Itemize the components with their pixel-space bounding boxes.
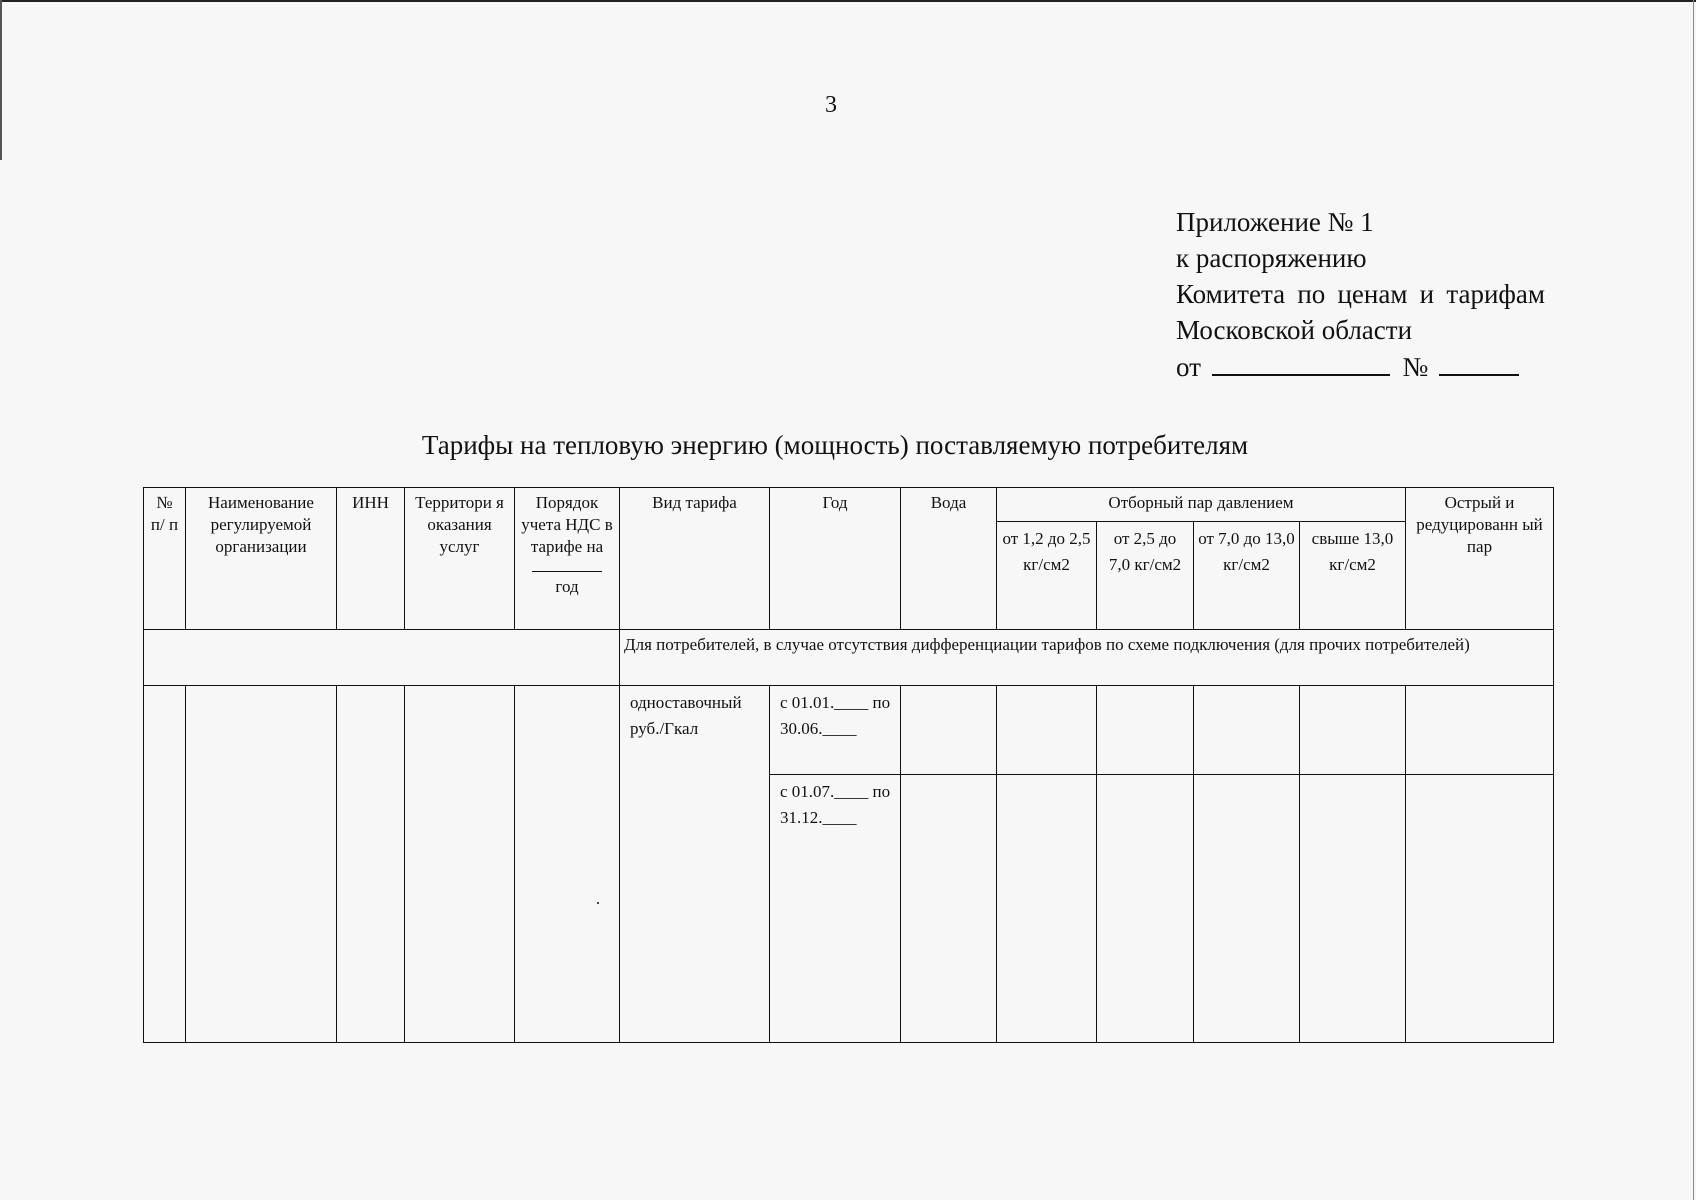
cell-steam-1	[997, 686, 1097, 775]
year-blank	[532, 561, 602, 572]
cell-sharp-steam	[1406, 775, 1554, 1043]
appendix-line-3	[1176, 276, 1545, 312]
header-steam-1: от 1,2 до 2,5 кг/см2	[997, 522, 1097, 630]
appendix-word: Комитета	[1176, 279, 1286, 309]
header-year: Год	[770, 488, 901, 630]
header-steam-4: свыше 13,0 кг/см2	[1300, 522, 1406, 630]
header-vat-bottom: год	[555, 577, 579, 596]
cell-inn	[337, 686, 405, 1043]
header-steam-group: Отборный пар давлением	[997, 488, 1406, 522]
date-blank	[1212, 348, 1390, 376]
appendix-word: и	[1419, 279, 1435, 309]
header-tariff-type: Вид тарифа	[620, 488, 770, 630]
number-blank	[1439, 348, 1519, 376]
cell-org	[186, 686, 337, 1043]
header-water: Вода	[901, 488, 997, 630]
header-inn: ИНН	[337, 488, 405, 630]
page-number: 3	[825, 92, 837, 118]
appendix-word: по	[1297, 279, 1326, 309]
header-steam-3: от 7,0 до 13,0 кг/см2	[1194, 522, 1300, 630]
page-edge-right	[1693, 0, 1694, 1200]
cell-steam-3	[1194, 686, 1300, 775]
period-1: с 01.01.____ по 30.06.____	[770, 686, 901, 775]
header-org: Наименование регулируемой организации	[186, 488, 337, 630]
header-steam-2: от 2,5 до 7,0 кг/см2	[1097, 522, 1194, 630]
cell-steam-2	[1097, 775, 1194, 1043]
header-vat-top: Порядок учета НДС в тарифе на	[521, 493, 613, 556]
cell-steam-4	[1300, 775, 1406, 1043]
page-edge-left	[0, 0, 2, 160]
scan-speck	[597, 902, 599, 904]
cell-steam-3	[1194, 775, 1300, 1043]
header-territory: Территори я оказания услуг	[405, 488, 515, 630]
tariffs-table	[143, 487, 1554, 1043]
tariff-type-value: одноставочный руб./Гкал	[620, 686, 770, 1043]
page-edge-top	[0, 0, 1696, 2]
number-label: №	[1402, 352, 1429, 382]
cell-water	[901, 775, 997, 1043]
empty-cell	[144, 630, 620, 686]
appendix-block	[1176, 204, 1545, 385]
consumer-note: Для потребителей, в случае отсутствия дифференциации тарифов по схеме подключения (для прочих потребителей)	[620, 630, 1554, 686]
appendix-date-number-line	[1176, 348, 1545, 385]
consumer-note-row	[144, 630, 1554, 686]
cell-water	[901, 686, 997, 775]
period-2: с 01.07.____ по 31.12.____	[770, 775, 901, 1043]
appendix-word: тарифам	[1446, 279, 1545, 309]
appendix-word: ценам	[1337, 279, 1408, 309]
appendix-line-4: Московской области	[1176, 315, 1413, 345]
document-title: Тарифы на тепловую энергию (мощность) поставляемую потребителям	[421, 430, 1249, 460]
header-row-1	[144, 488, 1554, 522]
cell-num	[144, 686, 186, 1043]
header-sharp-steam: Острый и редуцированн ый пар	[1406, 488, 1554, 630]
header-vat	[515, 488, 620, 630]
cell-steam-4	[1300, 686, 1406, 775]
cell-territory	[405, 686, 515, 1043]
cell-steam-1	[997, 775, 1097, 1043]
period-row-1	[144, 686, 1554, 775]
cell-steam-2	[1097, 686, 1194, 775]
header-num: № п/ п	[144, 488, 186, 630]
from-label: от	[1176, 352, 1201, 382]
cell-sharp-steam	[1406, 686, 1554, 775]
cell-vat	[515, 686, 620, 1043]
appendix-line-1: Приложение № 1	[1176, 207, 1374, 237]
appendix-line-2: к распоряжению	[1176, 243, 1367, 273]
